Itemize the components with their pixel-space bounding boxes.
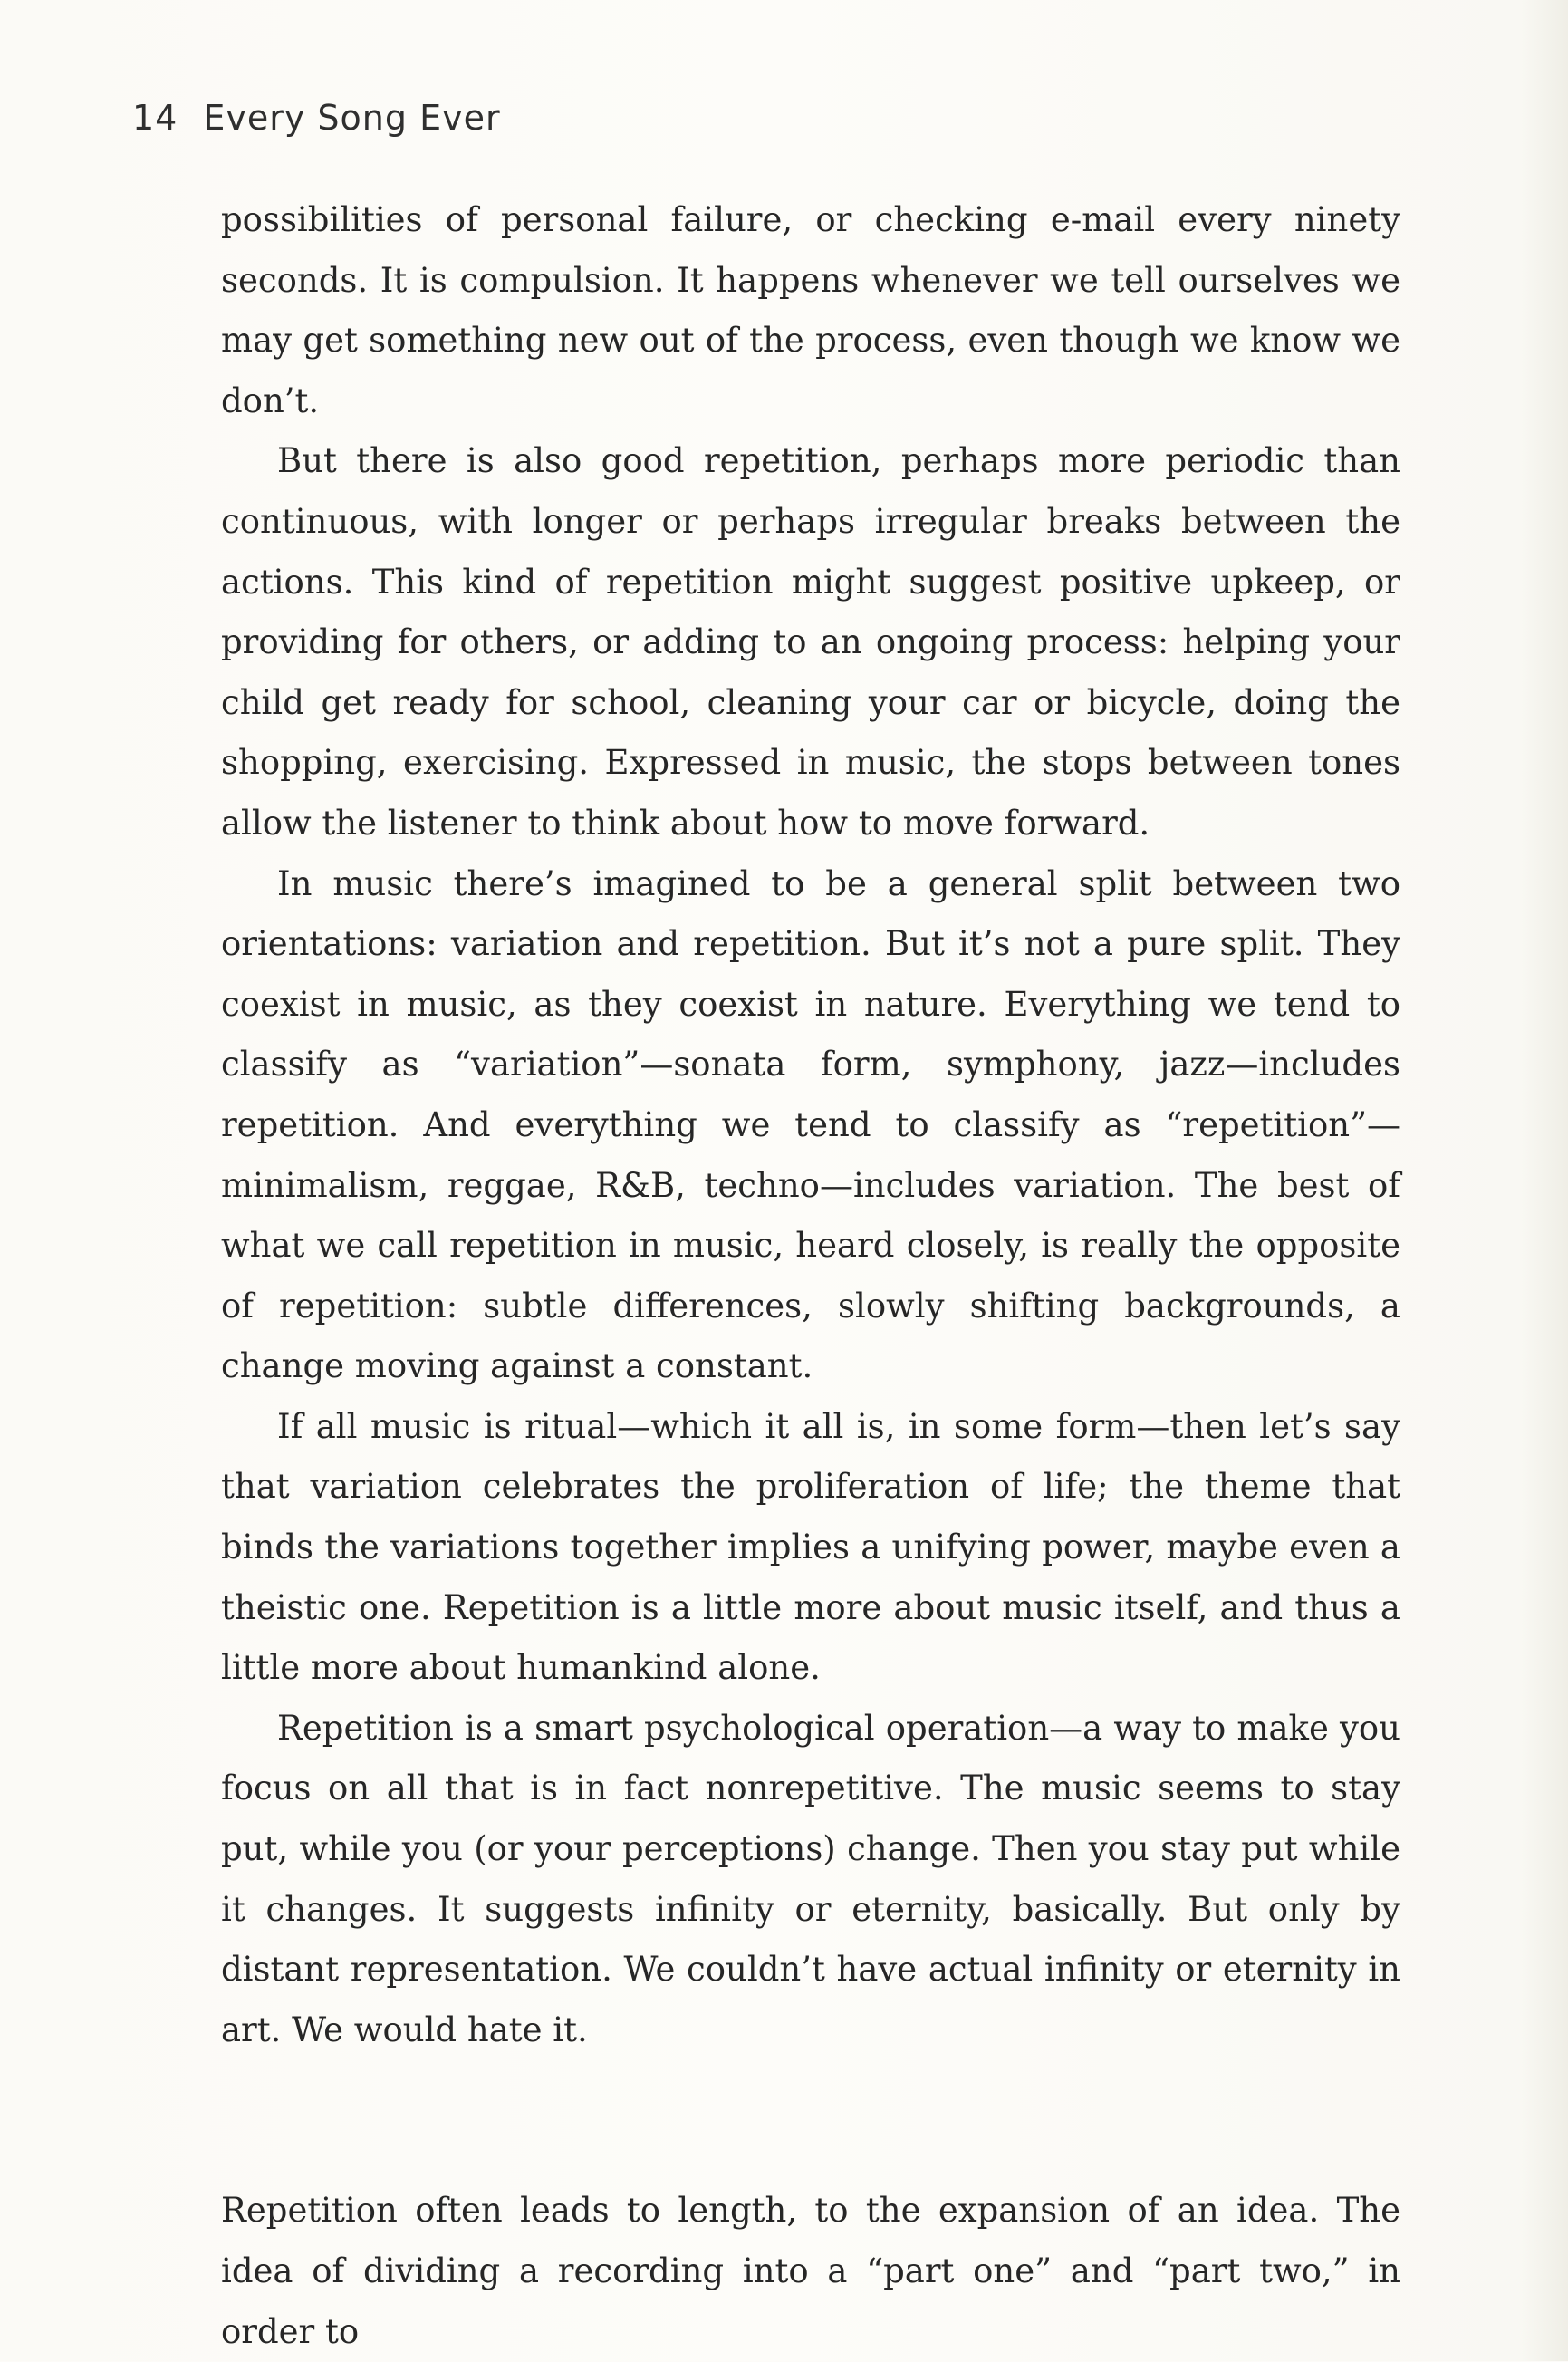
paragraph-psychological-operation: Repetition is a smart psychological operation—a way to make you focus on all that is in fact nonrepetitive. The music seems to stay put, while you (or your perceptions) change. Then you stay put while it changes. It suggests infinity or eternity, basically. But only by distant representation. We couldn’t have actual infinity or eternity in art. We would hate it. [221,1708,1400,2049]
paragraph-good-repetition: But there is also good repetition, perhaps more periodic than continuous, with longer or perhaps irregular breaks between the actions. This kind of repetition might suggest positive upkeep, or providing for others, or adding to an ongoing process: helping your child get ready for school, cleaning your car or bicycle, doing the shopping, exercising. Expressed in music, the stops between tones allow the listener to think about how to move forward. [221,441,1400,843]
page-number: 14 [132,98,178,138]
running-header [132,98,501,138]
paragraph-continued: possibilities of personal failure, or checking e-mail every ninety seconds. It is compulsion. It happens whenever we tell ourselves we may get something new out of the process, even though we know we don’t. [221,200,1400,420]
paragraph-variation-repetition: In music there’s imagined to be a general split between two orientations: variation and repetition. But it’s not a pure split. They coexist in music, as they coexist in nature. Everything we tend to classify as “variation”—sonata form, symphony, jazz—includes repetition. And everything we tend to classify as “repetition”—minimalism, reggae, R&B, techno—includes variation. The best of what we call repetition in music, heard closely, is really the opposite of repetition: subtle differences, slowly shifting backgrounds, a change moving against a constant. [221,863,1400,1386]
body-text [221,190,1400,2362]
paragraph-ritual: If all music is ritual—which it all is, in some form—then let’s say that variation celebrates the proliferation of life; the theme that binds the variations together implies a unifying power, maybe even a theistic one. Repetition is a little more about music itself, and thus a little more about humankind alone. [221,1406,1400,1688]
running-title: Every Song Ever [203,98,501,138]
paragraph-section-start: Repetition often leads to length, to the expansion of an idea. The idea of dividing a recording into a “part one” and “part two,” in order to [221,2191,1400,2351]
